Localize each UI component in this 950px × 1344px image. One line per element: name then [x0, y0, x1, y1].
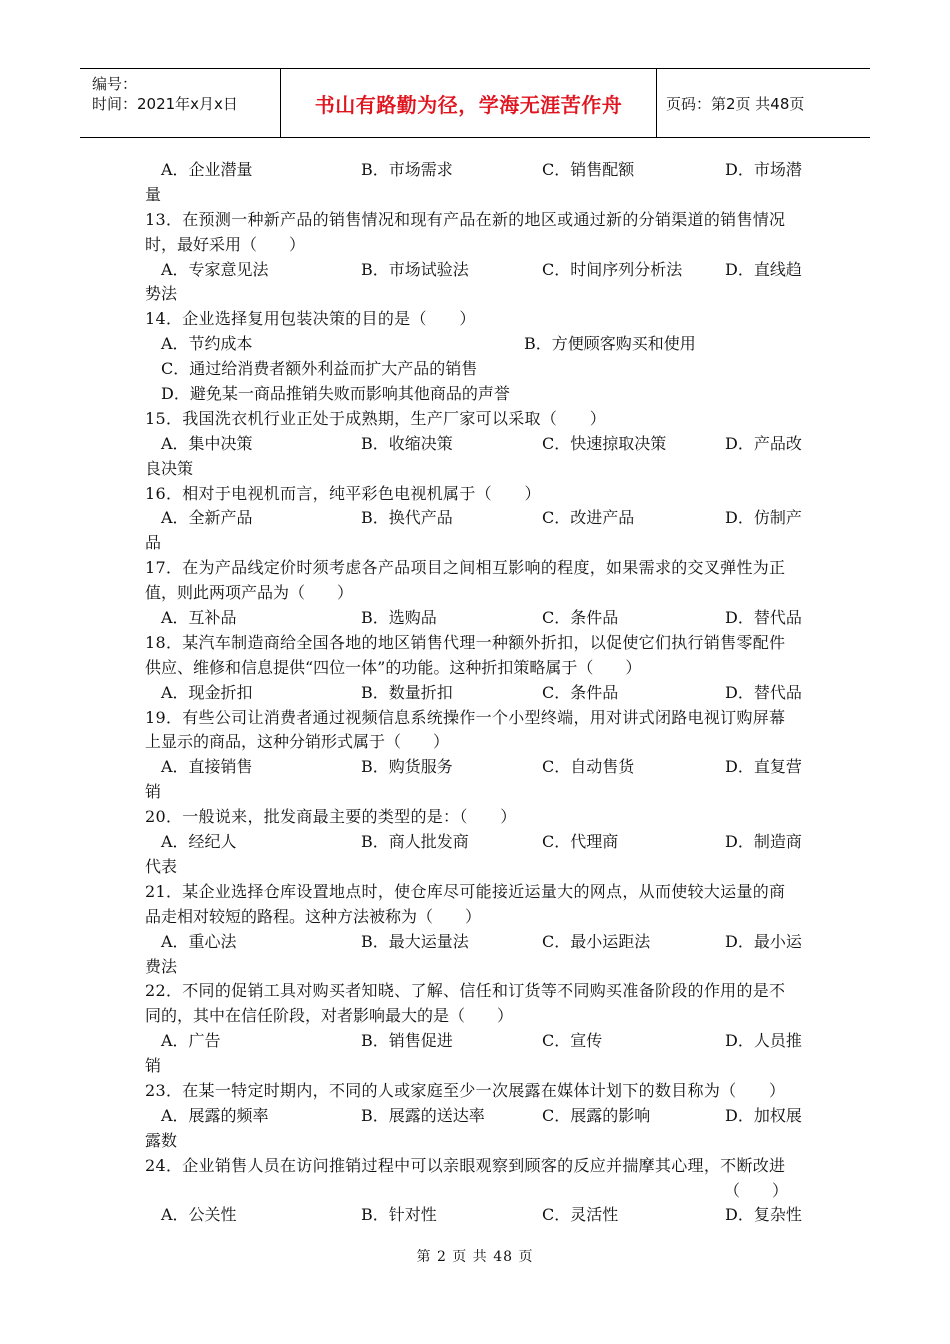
text-line: 露数	[145, 1130, 178, 1150]
answer-option-line: C．通过给消费者额外利益而扩大产品的销售	[161, 359, 478, 379]
answer-option: A．广告	[161, 1031, 221, 1051]
answer-option: D．复杂性	[725, 1205, 802, 1225]
answer-option: A．节约成本	[161, 334, 253, 354]
text-line: 上显示的商品，这种分销形式属于（ ）	[145, 732, 450, 752]
text-line: 势法	[145, 284, 178, 304]
text-line: 值，则此两项产品为（ ）	[145, 583, 354, 603]
text-line: 销	[145, 1056, 162, 1076]
text-line: 供应、维修和信息提供“四位一体”的功能。这种折扣策略属于（ ）	[145, 657, 642, 677]
answer-option: C．自动售货	[542, 757, 635, 777]
page-footer: 第 2 页 共 48 页	[416, 1249, 534, 1265]
options-row	[145, 332, 810, 357]
answer-option: D．市场潜	[725, 160, 802, 179]
answer-option: A．重心法	[161, 931, 237, 951]
answer-option: D．替代品	[725, 608, 802, 628]
answer-option: D．直线趋	[725, 259, 802, 279]
answer-option: C．条件品	[542, 682, 619, 702]
header-page-info: 页码：第2页 共48页	[666, 94, 805, 113]
answer-option: C．宣传	[542, 1031, 603, 1051]
text-line: 量	[145, 184, 162, 204]
answer-option: A．直接销售	[161, 757, 253, 777]
page-header	[80, 68, 870, 138]
answer-option: D．人员推	[725, 1031, 802, 1051]
answer-option: D．制造商	[725, 832, 802, 852]
answer-blank-line	[145, 1179, 810, 1204]
answer-option: B．销售促进	[361, 1031, 453, 1051]
answer-option: C．最小运距法	[542, 931, 651, 951]
answer-option: B．展露的送达率	[361, 1105, 485, 1125]
answer-option: A．集中决策	[161, 433, 253, 453]
answer-option: C．代理商	[542, 832, 619, 852]
question-stem: 19．有些公司让消费者通过视频信息系统操作一个小型终端，用对讲式闭路电视订购屏幕	[145, 707, 786, 727]
options-row	[145, 1104, 810, 1129]
answer-option: C．灵活性	[542, 1205, 619, 1225]
question-stem: 21．某企业选择仓库设置地点时，使仓库尽可能接近运量大的网点，从而使较大运量的商	[145, 881, 786, 901]
text-line: 同的，其中在信任阶段，对者影响最大的是（ ）	[145, 1006, 514, 1026]
header-motto: 书山有路勤为径，学海无涯苦作舟	[281, 69, 657, 137]
text-line: 费法	[145, 956, 178, 976]
options-row	[145, 258, 810, 283]
answer-option: D．加权展	[725, 1105, 802, 1125]
answer-option: B．市场试验法	[361, 259, 469, 279]
question-stem: 24．企业销售人员在访问推销过程中可以亲眼观察到顾客的反应并揣摩其心理，不断改进	[145, 1155, 786, 1175]
answer-option: B．收缩决策	[361, 433, 453, 453]
answer-option: D．直复营	[725, 757, 802, 777]
header-meta	[80, 69, 281, 137]
answer-option: C．快速掠取决策	[542, 433, 667, 453]
question-stem: 17．在为产品线定价时须考虑各产品项目之间相互影响的程度，如果需求的交叉弹性为正	[145, 558, 786, 578]
question-stem: 23．在某一特定时期内，不同的人或家庭至少一次展露在媒体计划下的数目称为（ ）	[145, 1080, 786, 1100]
text-line: 品	[145, 533, 162, 553]
question-stem: 16．相对于电视机而言，纯平彩色电视机属于（ ）	[145, 483, 541, 503]
answer-option: A．现金折扣	[161, 682, 253, 702]
options-row	[145, 606, 810, 631]
question-stem: 14．企业选择复用包装决策的目的是（ ）	[145, 309, 476, 329]
answer-option: A．互补品	[161, 608, 237, 628]
answer-option: C．时间序列分析法	[542, 259, 683, 279]
answer-option: C．销售配额	[542, 160, 635, 179]
question-list	[145, 158, 810, 1228]
options-row	[145, 1029, 810, 1054]
answer-option: D．仿制产	[725, 508, 802, 528]
answer-option: A．企业潜量	[161, 160, 253, 179]
answer-blank: （ ）	[723, 1180, 788, 1200]
answer-option: D．产品改	[725, 433, 802, 453]
answer-option: B．最大运量法	[361, 931, 469, 951]
answer-option: B．购货服务	[361, 757, 453, 777]
options-row	[145, 830, 810, 855]
answer-option: B．换代产品	[361, 508, 453, 528]
options-row	[145, 930, 810, 955]
options-row	[145, 1203, 810, 1228]
text-line: 代表	[145, 856, 178, 876]
answer-option-line: D．避免某一商品推销失败而影响其他商品的声誉	[161, 384, 510, 404]
answer-option: B．选购品	[361, 608, 437, 628]
options-row	[145, 432, 810, 457]
options-row	[145, 506, 810, 531]
question-stem: 13．在预测一种新产品的销售情况和现有产品在新的地区或通过新的分销渠道的销售情况	[145, 209, 786, 229]
answer-option: C．改进产品	[542, 508, 635, 528]
question-stem: 18．某汽车制造商给全国各地的地区销售代理一种额外折扣，以促使它们执行销售零配件	[145, 632, 786, 652]
question-stem: 15．我国洗衣机行业正处于成熟期，生产厂家可以采取（ ）	[145, 408, 607, 428]
answer-option: D．最小运	[725, 931, 802, 951]
answer-option: C．条件品	[542, 608, 619, 628]
answer-option: B．针对性	[361, 1205, 437, 1225]
question-stem: 20．一般说来，批发商最主要的类型的是：（ ）	[145, 807, 517, 827]
text-line: 品走相对较短的路程。这种方法被称为（ ）	[145, 906, 482, 926]
text-line: 良决策	[145, 458, 194, 478]
text-line: 时，最好采用（ ）	[145, 234, 306, 254]
text-line: 销	[145, 782, 162, 802]
header-code-label: 编号：	[92, 75, 138, 93]
options-row	[145, 681, 810, 706]
options-row	[145, 755, 810, 780]
header-date-label: 时间：2021年x月x日	[92, 95, 238, 113]
answer-option: B．方便顾客购买和使用	[524, 334, 696, 354]
answer-option: A．公关性	[161, 1205, 237, 1225]
answer-option: D．替代品	[725, 682, 802, 702]
answer-option: B．商人批发商	[361, 832, 469, 852]
answer-option: A．全新产品	[161, 508, 253, 528]
answer-option: C．展露的影响	[542, 1105, 651, 1125]
question-stem: 22．不同的促销工具对购买者知晓、了解、信任和订货等不同购买准备阶段的作用的是不	[145, 981, 786, 1001]
options-row	[145, 158, 810, 183]
answer-option: A．经纪人	[161, 832, 237, 852]
answer-option: A．专家意见法	[161, 259, 269, 279]
answer-option: A．展露的频率	[161, 1105, 269, 1125]
answer-option: B．数量折扣	[361, 682, 453, 702]
answer-option: B．市场需求	[361, 160, 453, 179]
